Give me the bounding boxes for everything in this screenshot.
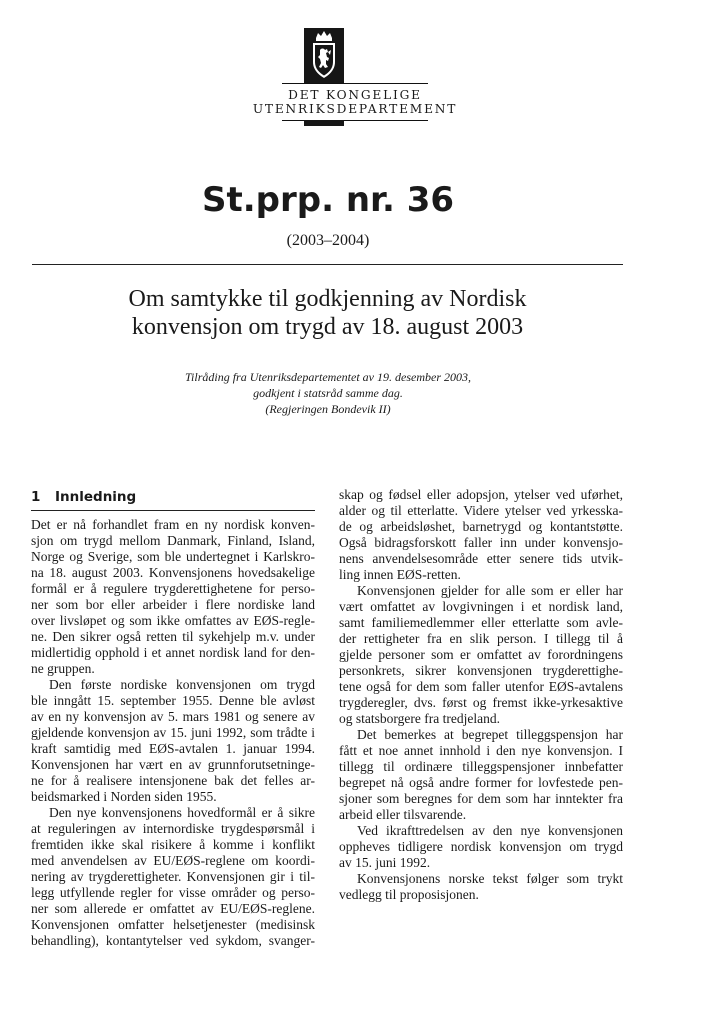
subject-line1: Om samtykke til godkjenning av Nordisk: [128, 286, 527, 312]
department-name-line2: UTENRIKSDEPARTEMENT: [252, 102, 458, 116]
body-line: arbeid eller tilsvarende.: [339, 807, 467, 822]
title-divider: [32, 264, 623, 265]
left-column: [31, 517, 315, 949]
body-line: vedlegg til proposisjonen.: [339, 887, 479, 902]
recommendation-line3: (Regjeringen Bondevik II): [265, 402, 391, 416]
body-line: alder og til etterlatte. Videre ytelser ved yrkesska-: [339, 503, 623, 518]
body-line: kraft samtidig med EØS-avtalen 1. januar 1994.: [31, 741, 315, 756]
body-line: Den første nordiske konvensjonen om trygd: [49, 677, 315, 692]
body-line: beidsmarked i Norden siden 1955.: [31, 789, 217, 804]
body-line: personkrets, sikrer konvensjonen trygderettighe-: [339, 663, 623, 678]
body-line: ling innen EØS-retten.: [339, 567, 461, 582]
body-line: med anvendelsen av EU/EØS-reglene om koordi-: [31, 853, 315, 868]
body-line: samt familiemedlemmer eller etterlatte som avle-: [339, 615, 623, 630]
crest-base-bar: [304, 120, 344, 126]
body-line: og statsborgere fra tredjeland.: [339, 711, 500, 726]
body-line: oppheves tidligere nordisk konvensjon om trygd: [339, 839, 623, 854]
recommendation-line2: godkjent i statsråd samme dag.: [253, 386, 403, 400]
section-title: Innledning: [55, 489, 137, 505]
body-line: nens anvendelsesområde etter senere tids utvik-: [339, 551, 623, 566]
recommendation-line1: Tilråding fra Utenriksdepartementet av 19. desember 2003,: [185, 370, 471, 384]
body-line: Det bemerkes at begrepet tilleggspensjon har: [357, 727, 623, 742]
body-line: behandling), kontantytelser ved sykdom, svanger-: [31, 933, 315, 948]
body-line: begrepet nå også andre former for lovfestede pen-: [339, 775, 623, 790]
body-line: sjon om trygd mellom Danmark, Finland, Island,: [31, 533, 315, 548]
coat-of-arms-icon: [304, 28, 344, 84]
section-number: 1: [31, 489, 41, 505]
section-heading: [31, 489, 315, 508]
body-line: av en ny konvensjon av 5. mars 1981 og senere av: [31, 709, 315, 724]
subject-line2: konvensjon om trygd av 18. august 2003: [131, 314, 524, 340]
body-line: nering av trygderettigheter. Konvensjonen gir i til-: [31, 869, 315, 884]
body-line: ner som allerede er omfattet av EU/EØS-reglene.: [31, 901, 315, 916]
body-line: gjelde personer som er omfattet av forordningens: [339, 647, 623, 662]
body-line: fremtiden ikke skal risikere å komme i konflikt: [31, 837, 315, 852]
body-line: Den nye konvensjonens hovedformål er å sikre: [49, 805, 315, 820]
session-years: (2003–2004): [286, 232, 370, 249]
body-line: Ved ikrafttredelsen av den nye konvensjonen: [357, 823, 623, 838]
body-line: trygderegler, dvs. først og fremst ikke-yrkesaktive: [339, 695, 623, 710]
body-line: ne. Den sikrer også retten til sykehjelp m.v. under: [31, 629, 315, 644]
body-line: sjoner som beregnes for dem som har inntekter fra: [339, 791, 623, 806]
body-line: skap og fødsel eller adopsjon, ytelser ved uførhet,: [339, 487, 623, 502]
document-title: St.prp. nr. 36: [201, 180, 455, 220]
body-line: ner som bor eller arbeider i flere nordiske land: [31, 597, 315, 612]
body-line: Konvensjonen har vært en av grunnforutsetninge-: [31, 757, 315, 772]
body-line: ne gruppen.: [31, 661, 95, 676]
body-line: fått et noe annet innhold i den nye konvensjon. I: [339, 743, 623, 758]
body-line: tillegg til ordinære tilleggspensjoner innbefatter: [339, 759, 623, 774]
department-name-line1: DET KONGELIGE: [288, 88, 422, 102]
section-rule: [31, 510, 315, 511]
body-line: Konvensjonen omfatter helsetjenester (medisinsk: [31, 917, 315, 932]
body-line: tene også for dem som faller utenfor EØS-avtalens: [339, 679, 623, 694]
body-line: at reguleringen av internordiske trygdespørsmål i: [31, 821, 315, 836]
body-line: legg utfyllende regler for visse områder og perso-: [31, 885, 315, 900]
body-line: der rettigheter fra en slik person. I tillegg til å: [339, 631, 623, 646]
header-rule-top: [282, 83, 428, 84]
body-line: Konvensjonen gjelder for alle som er eller har: [357, 583, 623, 598]
body-line: midlertidig opphold i et annet nordisk land for den-: [31, 645, 315, 660]
body-line: Norge og Sverige, som ble undertegnet i Karlskro-: [31, 549, 315, 564]
body-line: ne for å realisere intensjonene bak det felles ar-: [31, 773, 315, 788]
right-column: [339, 487, 623, 903]
body-line: Det er nå forhandlet fram en ny nordisk konven-: [31, 517, 315, 532]
body-line: de og arbeidsløshet, barnetrygd og kontantstøtte.: [339, 519, 623, 534]
body-line: av 15. juni 1992.: [339, 855, 431, 870]
body-line: ble inngått 15. september 1955. Denne ble avløst: [31, 693, 315, 708]
body-line: gjeldende konvensjon av 15. juni 1992, som trådte i: [31, 725, 315, 740]
body-line: na 18. august 2003. Konvensjonens hovedsakelige: [31, 565, 315, 580]
body-line: over livsløpet og som ikke omfattes av EØS-regle-: [31, 613, 315, 628]
body-line: vært omfattet av lovgivningen i et nordisk land,: [339, 599, 623, 614]
body-line: formål er å regulere trygderettighetene for perso-: [31, 581, 315, 596]
body-line: Også bidragsforskott faller inn under konvensjo-: [339, 535, 623, 550]
body-line: Konvensjonens norske tekst følger som trykt: [357, 871, 623, 886]
